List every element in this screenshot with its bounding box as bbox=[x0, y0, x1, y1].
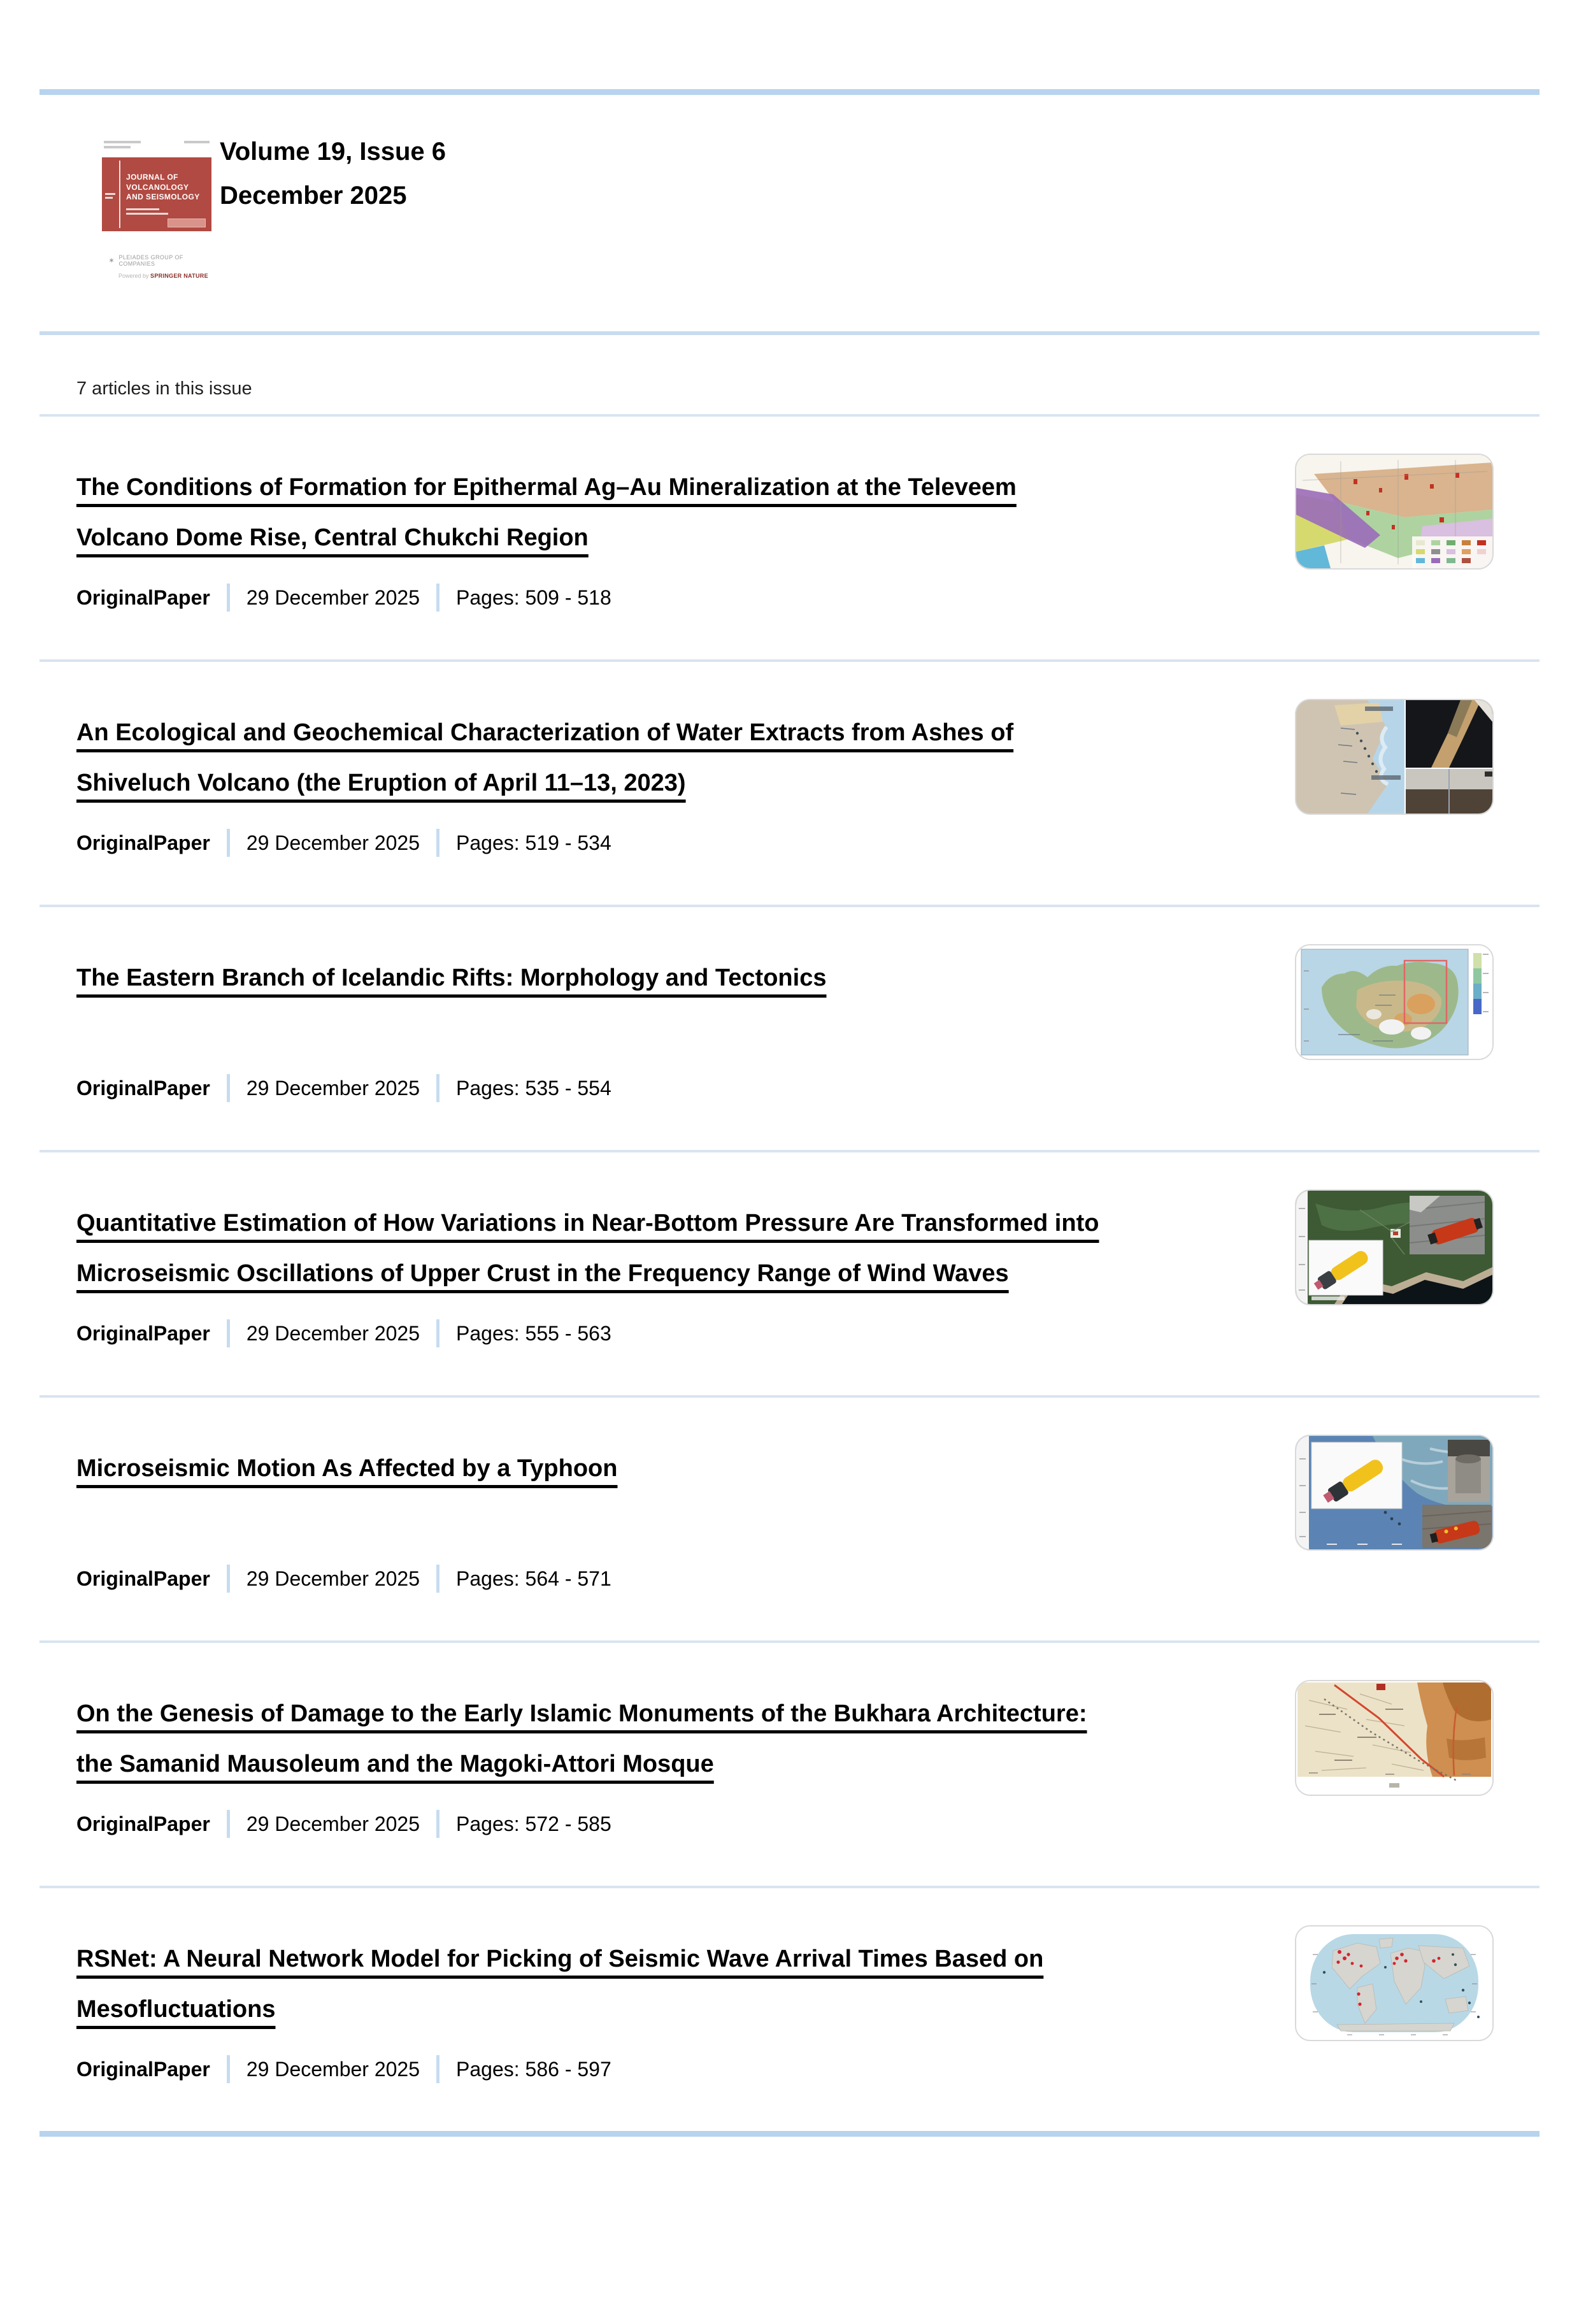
articles-count: 7 articles in this issue bbox=[76, 378, 252, 399]
issue-info bbox=[220, 137, 446, 210]
journal-title: JOURNAL OF VOLCANOLOGY AND SEISMOLOGY bbox=[126, 173, 200, 202]
article-pages: Pages: 509 - 518 bbox=[456, 585, 611, 609]
article-title-link[interactable]: The Eastern Branch of Icelandic Rifts: Morphology and Tectonics bbox=[76, 965, 827, 991]
meta-separator bbox=[436, 1074, 439, 1102]
article-item bbox=[39, 1643, 1540, 1886]
meta-separator bbox=[436, 584, 439, 612]
meta-separator bbox=[227, 1319, 230, 1347]
article-title-link[interactable]: The Conditions of Formation for Epithermal Ag–Au Mineralization at the Televeem Volcano Dome Rise, Central Chukchi Region bbox=[76, 474, 1017, 552]
article-title-link[interactable]: Quantitative Estimation of How Variations in Near-Bottom Pressure Are Transformed into Microseismic Oscillations of Upper Crust in the Frequency Range of Wind Waves bbox=[76, 1210, 1099, 1288]
article-title-link[interactable]: On the Genesis of Damage to the Early Islamic Monuments of the Bukhara Architecture: the Samanid Mausoleum and the Magoki-Attori Mosque bbox=[76, 1700, 1087, 1778]
article-title-link[interactable]: An Ecological and Geochemical Characterization of Water Extracts from Ashes of Shiveluch Volcano (the Eruption of April 11–13, 2023) bbox=[76, 719, 1014, 797]
meta-separator bbox=[227, 1074, 230, 1102]
springer-nature-logo: SPRINGER NATURE bbox=[150, 273, 208, 279]
article-pages: Pages: 564 - 571 bbox=[456, 1567, 611, 1590]
article-title-link[interactable]: RSNet: A Neural Network Model for Picking of Seismic Wave Arrival Times Based on Mesofluctuations bbox=[76, 1946, 1044, 2023]
meta-separator bbox=[436, 1810, 439, 1838]
article-meta bbox=[76, 1565, 611, 1593]
meta-separator bbox=[227, 1565, 230, 1593]
kamchatka-ash-composite-thumbnail[interactable] bbox=[1295, 699, 1494, 815]
top-divider bbox=[39, 89, 1540, 95]
article-date: 29 December 2025 bbox=[246, 1076, 420, 1100]
meta-separator bbox=[227, 829, 230, 857]
meta-separator bbox=[436, 1319, 439, 1347]
typhoon-sea-map-thumbnail[interactable] bbox=[1295, 1435, 1494, 1551]
article-pages: Pages: 519 - 534 bbox=[456, 831, 611, 854]
meta-separator bbox=[227, 1810, 230, 1838]
article-type-label: OriginalPaper bbox=[76, 1321, 210, 1345]
coastal-satellite-thumbnail[interactable] bbox=[1295, 1189, 1494, 1305]
article-pages: Pages: 586 - 597 bbox=[456, 2057, 611, 2081]
article-item bbox=[39, 1398, 1540, 1640]
article-meta bbox=[76, 2055, 611, 2083]
article-date: 29 December 2025 bbox=[246, 1321, 420, 1345]
journal-cover-art bbox=[102, 157, 211, 231]
world-seismicity-map-thumbnail[interactable] bbox=[1295, 1925, 1494, 2041]
article-item bbox=[39, 662, 1540, 905]
article-type-label: OriginalPaper bbox=[76, 585, 210, 609]
issue-title: Volume 19, Issue 6 bbox=[220, 138, 446, 166]
iceland-map-thumbnail[interactable] bbox=[1295, 944, 1494, 1060]
pleiades-logo-icon: ✶ bbox=[108, 256, 115, 265]
article-date: 29 December 2025 bbox=[246, 585, 420, 609]
issue-header bbox=[39, 95, 1540, 331]
article-date: 29 December 2025 bbox=[246, 831, 420, 854]
powered-by-label: Powered by bbox=[118, 273, 149, 279]
article-item bbox=[39, 1152, 1540, 1395]
article-type-label: OriginalPaper bbox=[76, 1812, 210, 1835]
article-date: 29 December 2025 bbox=[246, 1567, 420, 1590]
cover-footer bbox=[102, 254, 211, 279]
journal-cover[interactable] bbox=[102, 141, 211, 279]
meta-separator bbox=[227, 584, 230, 612]
article-meta bbox=[76, 1074, 611, 1102]
publisher-label: PLEIADES GROUP OF COMPANIES bbox=[118, 254, 183, 267]
article-item bbox=[39, 417, 1540, 659]
bukhara-historic-map-thumbnail[interactable] bbox=[1295, 1680, 1494, 1796]
article-list bbox=[39, 417, 1540, 2137]
article-type-label: OriginalPaper bbox=[76, 1076, 210, 1100]
article-item bbox=[39, 907, 1540, 1150]
article-item bbox=[39, 1888, 1540, 2131]
article-date: 29 December 2025 bbox=[246, 1812, 420, 1835]
meta-separator bbox=[436, 1565, 439, 1593]
geological-map-thumbnail[interactable] bbox=[1295, 454, 1494, 570]
article-title-link[interactable]: Microseismic Motion As Affected by a Typhoon bbox=[76, 1455, 618, 1482]
article-pages: Pages: 555 - 563 bbox=[456, 1321, 611, 1345]
article-pages: Pages: 572 - 585 bbox=[456, 1812, 611, 1835]
article-meta bbox=[76, 584, 611, 612]
cover-button bbox=[168, 219, 206, 227]
meta-separator bbox=[436, 829, 439, 857]
article-pages: Pages: 535 - 554 bbox=[456, 1076, 611, 1100]
article-meta bbox=[76, 1810, 611, 1838]
article-meta bbox=[76, 1319, 611, 1347]
issue-page bbox=[39, 89, 1540, 2137]
article-date: 29 December 2025 bbox=[246, 2057, 420, 2081]
cover-masthead bbox=[102, 141, 211, 151]
article-type-label: OriginalPaper bbox=[76, 2057, 210, 2081]
issue-date: December 2025 bbox=[220, 182, 407, 210]
meta-separator bbox=[227, 2055, 230, 2083]
article-type-label: OriginalPaper bbox=[76, 831, 210, 854]
article-meta bbox=[76, 829, 611, 857]
article-type-label: OriginalPaper bbox=[76, 1567, 210, 1590]
meta-separator bbox=[436, 2055, 439, 2083]
bottom-divider bbox=[39, 2131, 1540, 2137]
